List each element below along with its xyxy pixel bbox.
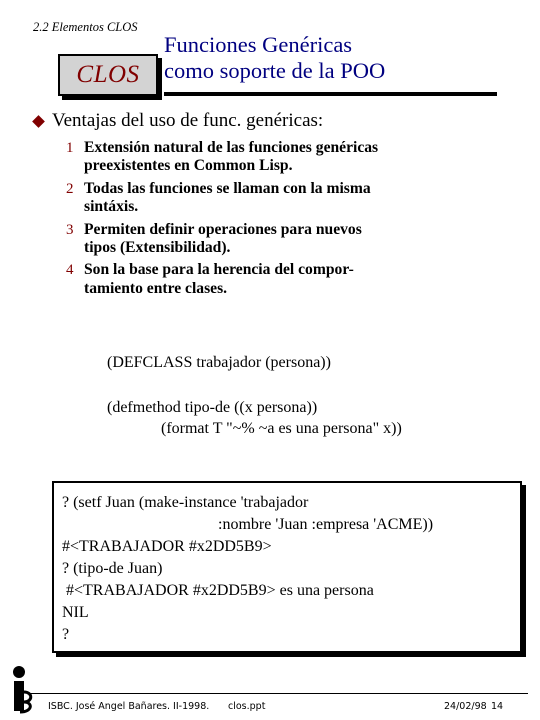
advantages-heading: Ventajas del uso de func. genéricas: — [52, 110, 324, 131]
advantage-text-line: tamiento entre clases. — [84, 279, 228, 297]
console-line: ? (tipo-de Juan) — [62, 560, 163, 577]
lisp-console-box — [52, 481, 522, 653]
advantage-text-line: tipos (Extensibilidad). — [84, 239, 231, 257]
advantage-number: 4 — [66, 262, 74, 279]
slide-title-line-1: Funciones Genéricas — [164, 32, 353, 57]
advantage-text-line: Permiten definir operaciones para nuevos — [84, 220, 362, 238]
advantage-number: 3 — [66, 221, 74, 238]
defmethod-code-line-2: (format T "~% ~a es una persona" x)) — [161, 420, 402, 437]
clos-logo-text: CLOS — [76, 61, 140, 88]
advantage-number: 1 — [66, 140, 74, 156]
advantage-text-line: sintáxis. — [84, 198, 139, 216]
advantage-item-2 — [62, 180, 462, 217]
console-line: NIL — [62, 604, 89, 621]
console-line: #<TRABAJADOR #x2DD5B9> es una persona — [62, 582, 374, 599]
clos-logo — [58, 54, 158, 96]
advantage-item-1 — [62, 139, 462, 176]
footer-author: ISBC. José Angel Bañares. II-1998. — [48, 701, 210, 712]
advantage-text-line: preexistentes en Common Lisp. — [84, 157, 293, 175]
footer-page-number: 14 — [491, 701, 504, 712]
console-line: ? — [62, 626, 70, 643]
advantage-text-line: Extensión natural de las funciones genéricas — [84, 139, 379, 156]
advantage-text-line: Son la base para la herencia del compor- — [84, 261, 354, 279]
footer-divider — [30, 693, 528, 694]
defclass-code: (DEFCLASS trabajador (persona)) — [107, 354, 331, 371]
title-underline — [164, 92, 497, 96]
section-label: 2.2 Elementos CLOS — [33, 20, 138, 34]
advantage-number: 2 — [66, 180, 74, 197]
console-line: :nombre 'Juan :empresa 'ACME)) — [62, 516, 434, 533]
advantage-text-line: Todas las funciones se llaman con la misma — [84, 179, 371, 197]
console-line: ? (setf Juan (make-instance 'trabajador — [62, 494, 309, 511]
console-line: #<TRABAJADOR #x2DD5B9> — [62, 538, 272, 555]
defmethod-code-line-1: (defmethod tipo-de ((x persona)) — [107, 399, 318, 416]
diamond-bullet-icon — [32, 115, 45, 128]
slide-title — [164, 32, 385, 84]
footer-date: 24/02/98 — [444, 701, 487, 712]
presenter-logo-icon — [6, 664, 34, 718]
advantage-item-3 — [62, 221, 462, 258]
slide-title-line-2: como soporte de la POO — [164, 58, 386, 83]
advantages-list — [62, 139, 462, 302]
advantage-item-4 — [62, 261, 462, 298]
footer-filename: clos.ppt — [228, 701, 266, 712]
